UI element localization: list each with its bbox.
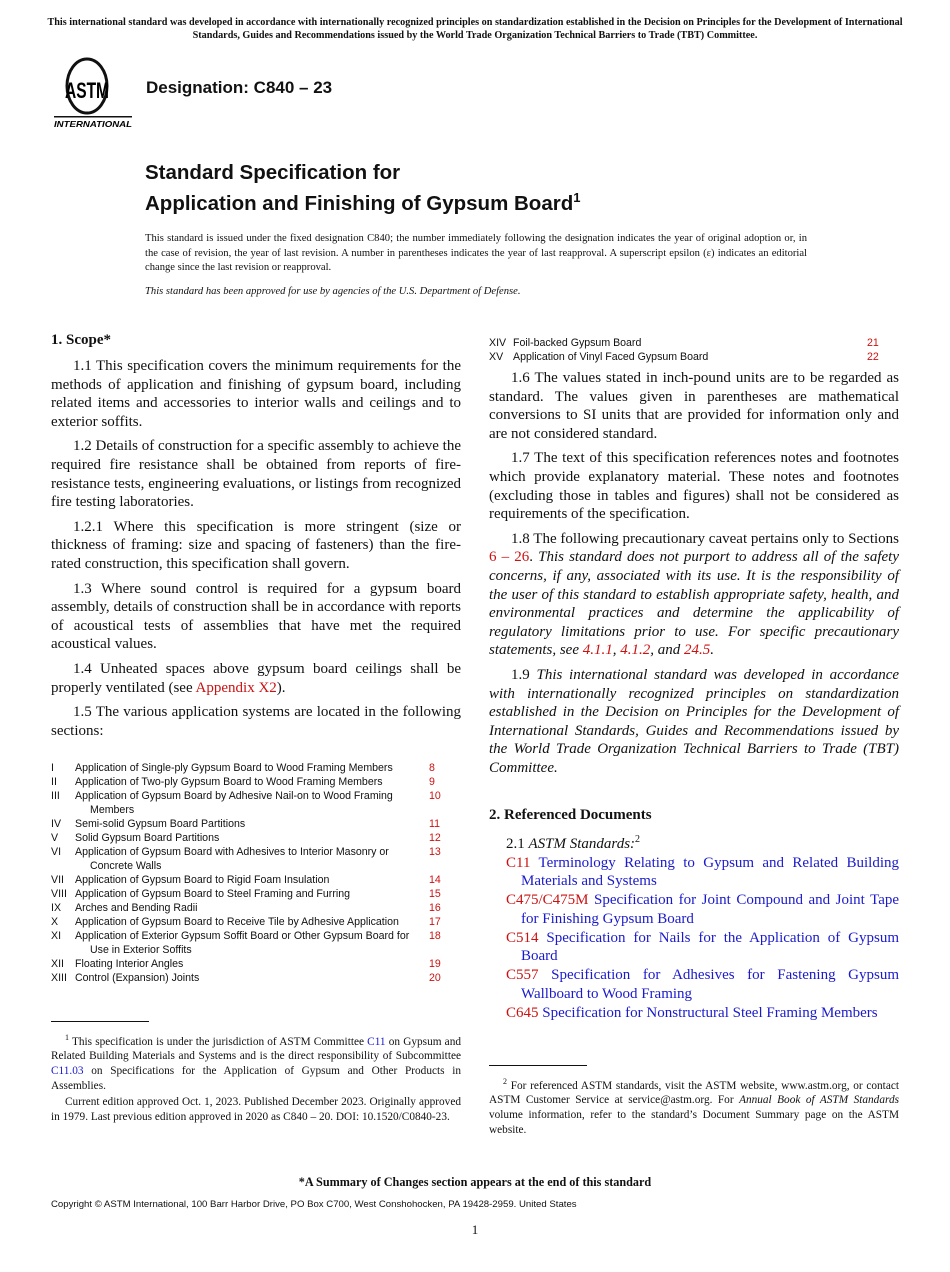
reference-title-link[interactable]: Terminology Relating to Gypsum and Related Building Materials and Systems [521, 854, 900, 890]
section-page-link[interactable]: 11 [429, 818, 440, 830]
cross-reference-link[interactable]: 6 – 26 [489, 549, 530, 566]
section-page-link[interactable]: 8 [429, 762, 435, 774]
section-number: XIV [489, 337, 507, 349]
copyright: Copyright © ASTM International, 100 Barr Harbor Drive, PO Box C700, West Conshohocken, PA 19428-2959. United States [51, 1199, 577, 1210]
section-number: XI [51, 930, 62, 942]
text-run: Current edition approved Oct. 1, 2023. Published December 2023. Originally approved in 1979. Last previous edition approved in 2020 as C840 – 20. DOI: 10.1520/C0840-23. [51, 1096, 461, 1123]
text-run: 1.9 [511, 666, 537, 683]
reference-title-link[interactable]: Specification for Joint Compound and Joint Tape for Finishing Gypsum Board [521, 892, 900, 927]
section-row [51, 971, 459, 985]
section-page-link[interactable]: 14 [429, 874, 441, 886]
svg-text:ASTM: ASTM [65, 78, 109, 103]
reference-item [489, 1004, 899, 1023]
section-row [51, 887, 459, 901]
section-row [489, 350, 897, 364]
text-run: 1.3 Where sound control is required for a gypsum board assembly, details of construction shall be in accordance with reports of acoustical tests of assemblies that have met the required acoustical values. [51, 580, 461, 653]
section-row [51, 817, 459, 831]
section-row [489, 336, 897, 350]
section-number: XIII [51, 972, 67, 984]
title-line-2: Application and Finishing of Gypsum Board [145, 191, 574, 215]
section-row [51, 873, 459, 887]
text-run: , [612, 642, 621, 659]
reference-title-link[interactable]: Specification for Nonstructural Steel Framing Members [542, 1004, 878, 1021]
reference-item [489, 929, 899, 966]
text-run: volume information, refer to the standard’s Document Summary page on the ASTM website. [489, 1108, 899, 1136]
text-run: . [529, 549, 539, 566]
cross-reference-link[interactable]: 24.5 [683, 642, 711, 659]
section-page-link[interactable]: 9 [429, 776, 435, 788]
text-run: 1.5 The various application systems are located in the following sections: [51, 704, 461, 739]
section-row [51, 915, 459, 929]
paragraph [489, 369, 899, 443]
cross-reference-link[interactable]: 2 [503, 1077, 507, 1086]
section-title: Arches and Bending Radii [75, 902, 198, 914]
section-title: Semi-solid Gypsum Board Partitions [75, 818, 246, 830]
section-title: Control (Expansion) Joints [75, 972, 200, 984]
section-title: Application of Gypsum Board to Receive Tile by Adhesive Application [75, 916, 399, 928]
reference-code-link[interactable]: C645 [506, 1004, 539, 1021]
section-number: III [51, 790, 60, 802]
section-title: Application of Gypsum Board to Steel Framing and Furring [75, 888, 350, 900]
section-page-link[interactable]: 15 [429, 888, 441, 900]
section-number: X [51, 916, 59, 928]
paragraph [51, 1031, 461, 1093]
section-page-link[interactable]: 21 [867, 337, 879, 349]
reference-code-link[interactable]: C557 [506, 967, 539, 984]
section-title: Application of Gypsum Board by Adhesive Nail-on to Wood Framing Members [75, 790, 393, 816]
header-notice: This international standard was developed in accordance with internationally recognized principles on standardization established in the Decision on Principles for the Development of International Standards, Guides and Recommendations issued by the World Trade Organization Technical Barriers to Trade (TBT) Committee. [47, 17, 903, 41]
section-page-link[interactable]: 19 [429, 958, 441, 970]
cross-reference-link[interactable]: Appendix X2 [195, 679, 277, 696]
section-title: Solid Gypsum Board Partitions [75, 832, 220, 844]
text-run: Annual Book of ASTM Standards [739, 1094, 899, 1107]
section-row [51, 789, 459, 817]
section-number: XV [489, 351, 504, 363]
sections-table-continued [489, 336, 899, 364]
summary-of-changes-note: *A Summary of Changes section appears at the end of this standard [298, 1175, 652, 1189]
text-run: 1.8 The following precautionary caveat pertains only to Sections [511, 530, 899, 547]
paragraph [489, 666, 899, 778]
footnote-ref-2[interactable]: 2 [635, 834, 641, 845]
text-run: 1.7 The text of this specification references notes and footnotes which provide explanatory material. These notes and footnotes (excluding those in tables and figures) shall not be considered as requirements of the specification. [489, 450, 899, 523]
referenced-documents-section [489, 807, 899, 1022]
paragraph [51, 518, 461, 574]
dod-note: This standard has been approved for use by agencies of the U.S. Department of Defense. [145, 286, 521, 297]
reference-code-link[interactable]: C514 [506, 929, 539, 946]
footnote-1 [51, 1031, 461, 1126]
section-page-link[interactable]: 16 [429, 902, 441, 914]
section-row [51, 831, 459, 845]
section-title: Application of Gypsum Board to Rigid Foam Insulation [75, 874, 330, 886]
section-page-link[interactable]: 13 [429, 846, 441, 858]
section-title: Application of Gypsum Board with Adhesives to Interior Masonry or Concrete Walls [75, 846, 389, 872]
reference-title-link[interactable]: Specification for Nails for the Application of Gypsum Board [521, 929, 900, 965]
paragraph [489, 1075, 899, 1137]
text-run: 1.6 The values stated in inch-pound units are to be regarded as standard. The values given in parentheses are mathematical conversions to SI units that are provided for information only and are not considered standard. [489, 370, 899, 442]
paragraph [51, 1095, 461, 1124]
section-number: VIII [51, 888, 67, 900]
footnote-rule [51, 1021, 149, 1022]
text-run: ). [276, 679, 286, 696]
reference-code-link[interactable]: C11 [506, 854, 531, 871]
text-run: on Specifications for the Application of Gypsum and Other Products in Assemblies. [51, 1064, 461, 1092]
section-title: Application of Vinyl Faced Gypsum Board [513, 351, 709, 363]
paragraph [51, 660, 461, 697]
text-run: 1.4 Unheated spaces above gypsum board ceilings shall be properly ventilated (see [51, 660, 461, 696]
scope-heading: 1. Scope* [51, 332, 111, 348]
cross-reference-link[interactable]: C11.03 [51, 1064, 84, 1077]
section-number: VII [51, 874, 64, 886]
text-run: 1.2 Details of construction for a specific assembly to achieve the required fire resistance shall be obtained from reports of fire-resistance tests, engineering evaluations, or listings from recognized fire testing laboratories. [51, 438, 461, 511]
cross-reference-link[interactable]: 4.1.1 [582, 642, 613, 659]
designation: Designation: C840 – 23 [146, 78, 333, 97]
sections-table [51, 761, 461, 985]
text-run: This specification is under the jurisdiction of ASTM Committee [69, 1035, 368, 1048]
text-run: , and [650, 642, 684, 659]
scope-paragraphs-continued [489, 369, 899, 777]
footnote-rule-2 [489, 1065, 587, 1066]
reference-title-link[interactable]: Specification for Adhesives for Fastening Gypsum Wallboard to Wood Framing [521, 967, 900, 1002]
reference-item [489, 854, 899, 891]
section-row [51, 761, 459, 775]
section-row [51, 901, 459, 915]
section-page-link[interactable]: 10 [429, 790, 441, 802]
cross-reference-link[interactable]: 1 [65, 1033, 69, 1042]
references-heading: 2. Referenced Documents [489, 807, 652, 823]
section-title: Application of Exterior Gypsum Soffit Board or Other Gypsum Board for Use in Exterior Soffits [75, 930, 410, 956]
cross-reference-link[interactable]: C11 [367, 1035, 386, 1048]
section-number: XII [51, 958, 64, 970]
text-run: 1.2.1 Where this specification is more stringent (size or thickness of framing: size and spacing of fasteners) than the fire-rated construction, this specification shall govern. [51, 518, 461, 572]
title-line-1: Standard Specification for [145, 161, 401, 184]
sub-number: 2.1 [506, 836, 529, 852]
section-title: Floating Interior Angles [75, 958, 184, 970]
text-run: on Gypsum and Related Building Materials and Systems and is the direct responsibility of Subcommittee [51, 1035, 461, 1063]
section-row [51, 957, 459, 971]
footnote-2 [489, 1075, 899, 1139]
reference-code-link[interactable]: C475/C475M [506, 892, 589, 909]
section-page-link[interactable]: 20 [429, 972, 441, 984]
section-title: Application of Single-ply Gypsum Board to Wood Framing Members [75, 762, 393, 774]
section-page-link[interactable]: 17 [429, 916, 441, 928]
intro-note: This standard is issued under the fixed designation C840; the number immediately following the designation indicates the year of original adoption or, in the case of revision, the year of last revision. A number in parentheses indicates the year of last reapproval. A superscript epsilon (ε) indicates an editorial change since the last revision or reapproval. [145, 233, 807, 273]
astm-logo [54, 56, 134, 130]
sub-label: ASTM Standards: [528, 836, 636, 852]
reference-list [489, 854, 899, 1023]
section-page-link[interactable]: 22 [867, 351, 879, 363]
section-title: Application of Two-ply Gypsum Board to Wood Framing Members [75, 776, 383, 788]
paragraph [51, 357, 461, 431]
text-run: This standard does not purport to address all of the safety concerns, if any, associated with its use. It is the responsibility of the user of this standard to establish appropriate safety, health, and environmental practices and determine the applicability of regulatory limitations prior to use. For specific precautionary statements, see [489, 549, 900, 659]
paragraph [51, 703, 461, 740]
paragraph [489, 449, 899, 523]
text-run: . [710, 642, 714, 659]
section-page-link[interactable]: 12 [429, 832, 441, 844]
scope-section [51, 332, 461, 740]
reference-item [489, 891, 899, 928]
title-footnote-ref[interactable]: 1 [573, 190, 581, 205]
astm-standards-subheading [489, 831, 899, 854]
text-run: For referenced ASTM standards, visit the ASTM website, www.astm.org, or contact ASTM Customer Service at service@astm.org. For [489, 1079, 899, 1107]
text-run: 1.1 This specification covers the minimum requirements for the methods of application and finishing of gypsum board, including related items and accessories to interior walls and ceilings and to exterior soffits. [51, 358, 461, 430]
page-number: 1 [471, 1222, 479, 1237]
section-row [51, 775, 459, 789]
section-number: II [51, 776, 57, 788]
section-row [51, 929, 459, 957]
section-number: VI [51, 846, 62, 858]
paragraph [51, 437, 461, 511]
paragraph [489, 530, 899, 660]
section-number: V [51, 832, 59, 844]
section-number: IV [51, 818, 62, 830]
section-number: IX [51, 902, 62, 914]
section-row [51, 845, 459, 873]
scope-paragraphs [51, 357, 461, 740]
document-title [145, 160, 580, 216]
svg-text:INTERNATIONAL: INTERNATIONAL [54, 119, 132, 129]
section-title: Foil-backed Gypsum Board [513, 337, 642, 349]
reference-item [489, 966, 899, 1003]
section-number: I [51, 762, 54, 774]
paragraph [51, 580, 461, 654]
text-run: This international standard was developed in accordance with internationally recognized principles on standardization established in the Decision on Principles for the Development of International Standards, Guides and Recommendations issued by the World Trade Organization Technical Barriers to Trade (TBT) Committee. [489, 666, 900, 776]
section-page-link[interactable]: 18 [429, 930, 441, 942]
cross-reference-link[interactable]: 4.1.2 [620, 642, 651, 659]
